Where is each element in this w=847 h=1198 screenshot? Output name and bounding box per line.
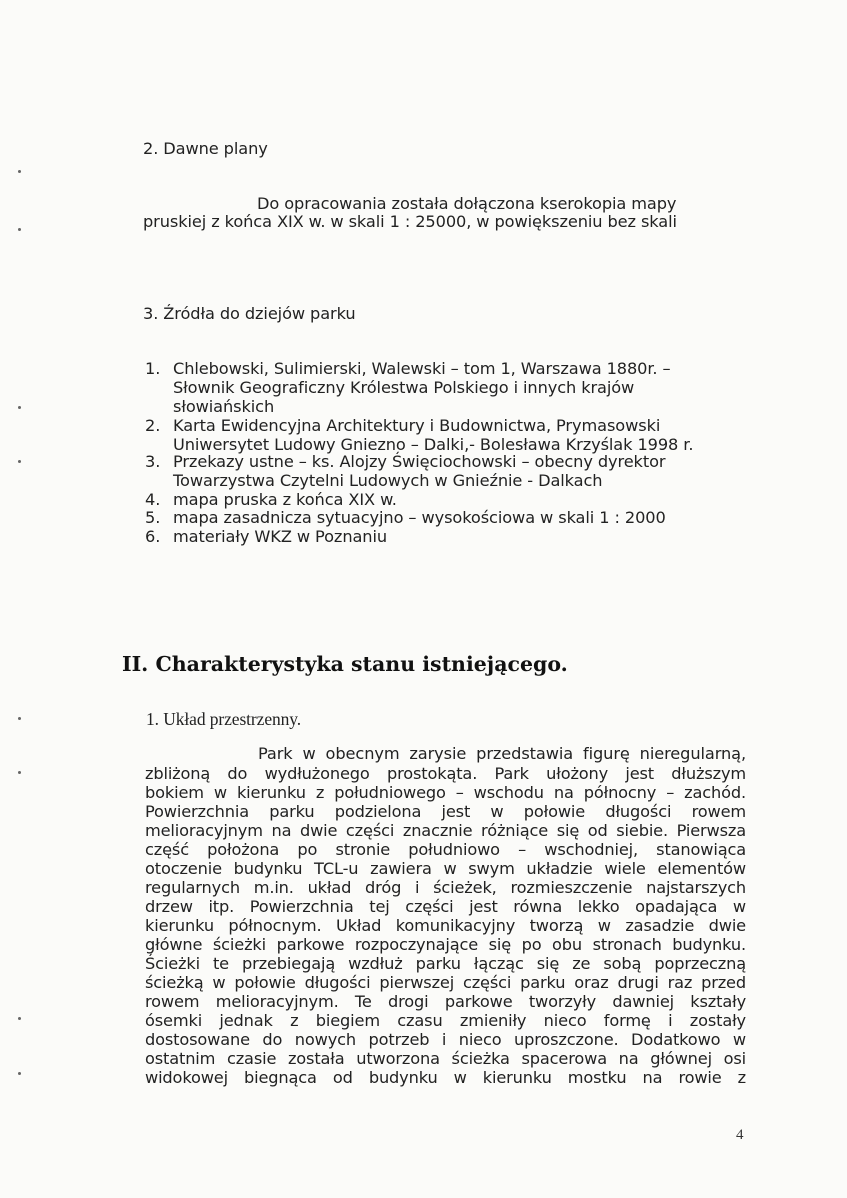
list-number: 5. — [145, 508, 161, 527]
page-number: 4 — [736, 1127, 744, 1143]
paragraph-line: kierunku północnym. Układ komunikacyjny tworzą w zasadzie dwie — [145, 916, 746, 935]
margin-mark — [18, 1072, 21, 1075]
paragraph-line: regularnych m.in. układ dróg i ścieżek, rozmieszczenie najstarszych — [145, 878, 746, 897]
paragraph-line: główne ścieżki parkowe rozpoczynające się po obu stronach budynku. — [145, 935, 746, 954]
margin-mark — [18, 460, 21, 463]
margin-mark — [18, 228, 21, 231]
chapter-heading: II. Charakterystyka stanu istniejącego. — [122, 652, 568, 676]
list-number: 3. — [145, 452, 161, 471]
list-item-line: Towarzystwa Czytelni Ludowych w Gnieźnie - Dalkach — [173, 471, 603, 490]
list-item-line: mapa pruska z końca XIX w. — [173, 490, 397, 509]
paragraph-line: rowem melioracyjnym. Te drogi parkowe tworzyły dawniej kształy — [145, 992, 746, 1011]
margin-mark — [18, 1017, 21, 1020]
paragraph-line: ostatnim czasie została utworzona ścieżka spacerowa na głównej osi — [145, 1049, 746, 1068]
paragraph-line: otoczenie budynku TCL-u zawiera w swym układzie wiele elementów — [145, 859, 746, 878]
paragraph-line: ścieżką w połowie długości pierwszej części parku oraz drugi raz przed — [145, 973, 746, 992]
paragraph-line: widokowej biegnąca od budynku w kierunku mostku na rowie z — [145, 1068, 746, 1087]
paragraph-line: Do opracowania została dołączona kserokopia mapy — [257, 194, 677, 213]
paragraph-line: dostosowane do nowych potrzeb i nieco uproszczone. Dodatkowo w — [145, 1030, 746, 1049]
margin-mark — [18, 771, 21, 774]
list-item-line: Słownik Geograficzny Królestwa Polskiego i innych krajów — [173, 378, 635, 397]
list-item-line: materiały WKZ w Poznaniu — [173, 527, 388, 546]
section-heading-dawne-plany: 2. Dawne plany — [143, 139, 268, 158]
subsection-heading: 1. Układ przestrzenny. — [146, 709, 302, 729]
paragraph-line: melioracyjnym na dwie części znacznie różniące się od siebie. Pierwsza — [145, 821, 746, 840]
margin-mark — [18, 170, 21, 173]
list-item-line: słowiańskich — [173, 397, 275, 416]
list-number: 2. — [145, 416, 161, 435]
paragraph-line: ósemki jednak z biegiem czasu zmieniły nieco formę i zostały — [145, 1011, 746, 1030]
list-number: 4. — [145, 490, 161, 509]
list-item-line: Karta Ewidencyjna Architektury i Budownictwa, Prymasowski — [173, 416, 661, 435]
paragraph-line: zbliżoną do wydłużonego prostokąta. Park ułożony jest dłuższym — [145, 764, 746, 783]
section-heading-zrodla: 3. Źródła do dziejów parku — [143, 304, 356, 323]
list-item-line: Przekazy ustne – ks. Alojzy Święciochowski – obecny dyrektor — [173, 452, 666, 471]
list-number: 1. — [145, 359, 161, 378]
paragraph-line: pruskiej z końca XIX w. w skali 1 : 25000, w powiększeniu bez skali — [143, 212, 677, 231]
margin-mark — [18, 406, 21, 409]
margin-mark — [18, 717, 21, 720]
paragraph-line: Powierzchnia parku podzielona jest w połowie długości rowem — [145, 802, 746, 821]
list-item-line: Chlebowski, Sulimierski, Walewski – tom 1, Warszawa 1880r. – — [173, 359, 671, 378]
list-item-line: mapa zasadnicza sytuacyjno – wysokościowa w skali 1 : 2000 — [173, 508, 666, 527]
paragraph-line: drzew itp. Powierzchnia tej części jest równa lekko opadająca w — [145, 897, 746, 916]
paragraph-line: Ścieżki te przebiegają wzdłuż parku łącząc się ze sobą poprzeczną — [145, 954, 746, 973]
paragraph-line: bokiem w kierunku z południowego – wschodu na północny – zachód. — [145, 783, 746, 802]
list-item-line: Uniwersytet Ludowy Gniezno – Dalki,- Bolesława Krzyślak 1998 r. — [173, 435, 694, 454]
list-number: 6. — [145, 527, 161, 546]
paragraph-line: Park w obecnym zarysie przedstawia figurę nieregularną, — [258, 744, 746, 763]
paragraph-line: część położona po stronie południowo – wschodniej, stanowiąca — [145, 840, 746, 859]
